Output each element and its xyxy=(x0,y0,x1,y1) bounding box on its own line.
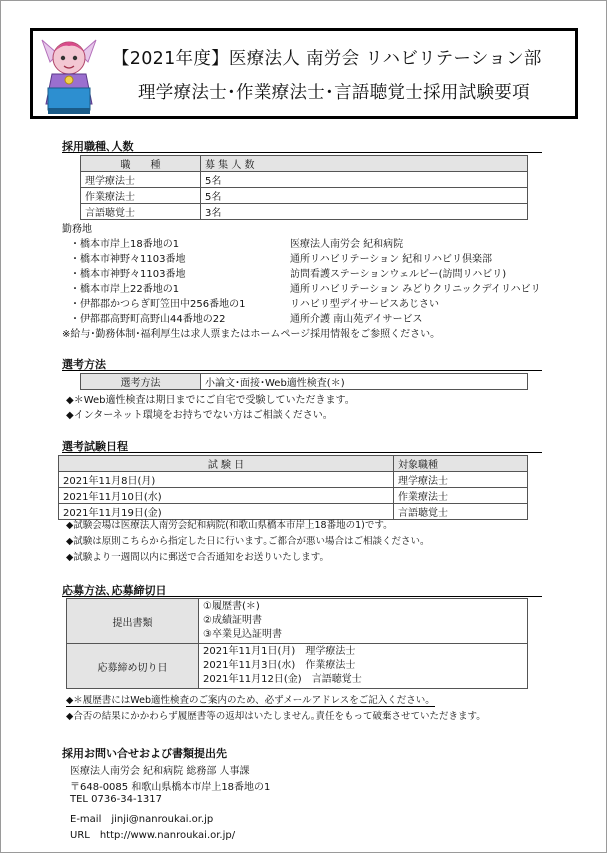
selection-table xyxy=(80,373,528,390)
table-row xyxy=(67,599,528,644)
deadline-item: 2021年11月3日(水) 作業療法士 xyxy=(203,660,356,671)
deadline-item: 2021年11月12日(金) 言語聴覚士 xyxy=(203,674,362,685)
col-date-header: 試 験 日 xyxy=(59,456,394,472)
contact-heading: 採用お問い合せおよび書類提出先 xyxy=(62,747,227,760)
table-row xyxy=(67,644,528,689)
col-job-header: 職 種 xyxy=(81,156,201,172)
doc-item: ①履歴書(＊) xyxy=(203,601,260,612)
schedule-note: ◆試験より一週間以内に郵送で合否通知をお送りいたします。 xyxy=(66,552,330,563)
selection-label: 選考方法 xyxy=(81,374,201,390)
positions-divider xyxy=(62,152,542,153)
positions-table xyxy=(80,155,528,220)
application-table xyxy=(66,598,528,689)
doc-item: ②成績証明書 xyxy=(203,615,262,626)
count-cell: 5名 xyxy=(201,172,528,188)
job-cell: 作業療法士 xyxy=(81,188,201,204)
contact-line: 医療法人南労会 紀和病院 総務部 人事課 xyxy=(70,766,250,777)
docs-list xyxy=(199,599,528,644)
workplace-name: 通所介護 南山苑デイサービス xyxy=(290,314,423,325)
exam-date: 2021年11月8日(月) xyxy=(59,472,394,488)
workplace-name: 医療法人南労会 紀和病院 xyxy=(290,239,404,250)
workplace-address: ・橋本市岸上22番地の1 xyxy=(70,284,180,295)
title-line-2: 理学療法士･作業療法士･言語聴覚士採用試験要項 xyxy=(138,83,530,103)
workplace-address: ・橋本市神野々1103番地 xyxy=(70,254,186,265)
workplace-name: 通所リハビリテーション 紀和リハビリ倶楽部 xyxy=(290,254,492,265)
selection-value: 小論文･面接･Web適性検査(＊) xyxy=(201,374,528,390)
table-row xyxy=(81,188,528,204)
exam-date: 2021年11月19日(金) xyxy=(59,504,394,520)
contact-email[interactable]: E-mail jinji@nanroukai.or.jp xyxy=(70,814,214,825)
workplace-name: 訪問看護ステーションウェルビー(訪問リハビリ) xyxy=(290,269,507,280)
col-count-header: 募 集 人 数 xyxy=(201,156,528,172)
doc-item: ③卒業見込証明書 xyxy=(203,629,282,640)
workplace-name: 通所リハビリテーション みどりクリニックデイリハビリ xyxy=(290,284,541,295)
schedule-note: ◆試験会場は医療法人南労会紀和病院(和歌山県橋本市岸上18番地の1)です。 xyxy=(66,520,393,531)
job-cell: 理学療法士 xyxy=(81,172,201,188)
application-note: ◆合否の結果にかかわらず履歴書等の返却はいたしません｡責任をもって破棄させていただきます。 xyxy=(66,711,486,722)
docs-label: 提出書類 xyxy=(67,599,199,644)
schedule-heading: 選考試験日程 xyxy=(62,440,128,453)
exam-target: 作業療法士 xyxy=(394,488,528,504)
mascot-logo xyxy=(40,32,98,116)
count-cell: 3名 xyxy=(201,204,528,220)
workplace-name: リハビリ型デイサービスあじさい xyxy=(290,299,439,310)
application-divider xyxy=(62,596,542,597)
selection-heading: 選考方法 xyxy=(62,358,106,371)
positions-heading: 採用職種､人数 xyxy=(62,140,134,153)
selection-note: ◆＊Web適性検査は期日までにご自宅で受験していただきます。 xyxy=(66,395,355,406)
exam-date: 2021年11月10日(水) xyxy=(59,488,394,504)
workplace-heading: 勤務地 xyxy=(62,224,92,235)
workplace-address: ・伊都郡かつらぎ町笠田中256番地の1 xyxy=(70,299,246,310)
exam-target: 言語聴覚士 xyxy=(394,504,528,520)
selection-divider xyxy=(62,370,542,371)
positions-header-row xyxy=(81,156,528,172)
schedule-divider xyxy=(62,452,542,453)
deadline-list xyxy=(199,644,528,689)
table-row xyxy=(59,472,528,488)
workplace-address: ・橋本市岸上18番地の1 xyxy=(70,239,180,250)
exam-target: 理学療法士 xyxy=(394,472,528,488)
contact-line: TEL 0736-34-1317 xyxy=(70,794,163,805)
workplace-address: ・橋本市神野々1103番地 xyxy=(70,269,186,280)
contact-line: 〒648-0085 和歌山県橋本市岸上18番地の1 xyxy=(70,782,271,793)
application-note: ◆＊履歴書にはWeb適性検査のご案内のため、必ずメールアドレスをご記入ください。 xyxy=(66,692,435,707)
title-line-1: 【2021年度】医療法人 南労会 リハビリテーション部 xyxy=(112,49,542,69)
table-row xyxy=(81,204,528,220)
table-row xyxy=(81,374,528,390)
workplace-address: ・伊都郡高野町高野山44番地の22 xyxy=(70,314,226,325)
col-target-header: 対象職種 xyxy=(394,456,528,472)
deadline-label: 応募締め切り日 xyxy=(67,644,199,689)
contact-url[interactable]: URL http://www.nanroukai.or.jp/ xyxy=(70,830,236,841)
schedule-table xyxy=(58,455,528,520)
selection-note: ◆インターネット環境をお持ちでない方はご相談ください。 xyxy=(66,410,333,421)
title-box xyxy=(30,28,578,119)
count-cell: 5名 xyxy=(201,188,528,204)
table-row xyxy=(81,172,528,188)
deadline-item: 2021年11月1日(月) 理学療法士 xyxy=(203,646,356,657)
application-heading: 応募方法､応募締切日 xyxy=(62,584,167,597)
table-row xyxy=(59,488,528,504)
schedule-note: ◆試験は原則こちらから指定した日に行います｡ご都合が悪い場合はご相談ください。 xyxy=(66,536,430,547)
workplace-note: ※給与･勤務体制･福利厚生は求人票またはホームページ採用情報をご参照ください。 xyxy=(62,329,441,340)
job-cell: 言語聴覚士 xyxy=(81,204,201,220)
schedule-header-row xyxy=(59,456,528,472)
